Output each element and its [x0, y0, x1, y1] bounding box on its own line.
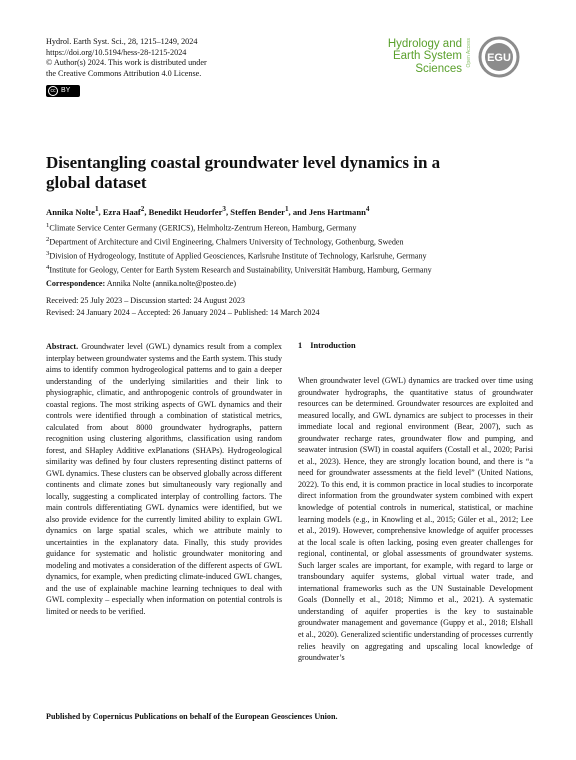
author-affiliation-mark: 4 — [365, 205, 370, 213]
egu-logo-text: EGU — [487, 52, 511, 64]
affiliation-text: Institute for Geology, Center for Earth System Research and Sustainability, Universität Hamburg, Hamburg, Germany — [49, 265, 432, 275]
affiliation-text: Division of Hydrogeology, Institute of Applied Geosciences, Karlsruhe Institute of Technology, Karlsruhe, Germany — [49, 251, 427, 261]
section-title: Introduction — [310, 341, 356, 350]
section-heading — [298, 341, 356, 350]
cc-icon: cc — [48, 86, 58, 96]
egu-logo — [466, 36, 526, 78]
publisher-footer: Published by Copernicus Publications on behalf of the European Geosciences Union. — [46, 712, 338, 721]
citation-line: © Author(s) 2024. This work is distributed under — [46, 58, 207, 68]
affiliation-mark: 4 — [46, 263, 50, 271]
affiliation-mark: 1 — [46, 222, 50, 229]
affiliation-mark: 2 — [46, 235, 50, 243]
author-affiliation-mark: 3 — [222, 205, 226, 213]
author-separator: , — [144, 206, 149, 217]
journal-name — [370, 38, 462, 75]
author-name: Benedikt Heudorfer — [148, 206, 223, 217]
correspondence-email[interactable]: Annika Nolte (annika.nolte@posteo.de) — [106, 279, 237, 288]
journal-name-line: Earth System — [392, 50, 462, 63]
abstract-label: Abstract. — [46, 342, 79, 351]
author-name: Jens Hartmann — [308, 206, 366, 217]
correspondence-label: Correspondence: — [46, 279, 106, 288]
egu-logo-icon — [474, 36, 524, 78]
author-affiliation-mark: 1 — [284, 205, 289, 213]
journal-name-line: Hydrology and — [387, 38, 462, 50]
cc-license-badge[interactable] — [46, 85, 80, 97]
citation-line: Hydrol. Earth Syst. Sci., 28, 1215–1249, 2024 — [46, 37, 198, 46]
citation-line: the Creative Commons Attribution 4.0 License. — [46, 68, 202, 78]
author-name: Steffen Bender — [230, 206, 285, 217]
author-affiliation-mark: 1 — [94, 205, 99, 213]
dates-line: Received: 25 July 2023 – Discussion started: 24 August 2023 — [46, 296, 245, 305]
correspondence — [46, 279, 236, 288]
author-name: Ezra Haaf — [102, 206, 141, 217]
author-list — [46, 205, 536, 217]
doi-link[interactable]: https://doi.org/10.5194/hess-28-1215-2024 — [46, 47, 187, 57]
dates-line: Revised: 24 January 2024 – Accepted: 26 January 2024 – Published: 14 March 2024 — [46, 308, 320, 317]
affiliation-mark: 3 — [46, 249, 50, 257]
open-access-label: Open Access — [466, 38, 472, 68]
publication-dates — [46, 295, 320, 319]
citation-block — [46, 37, 207, 79]
journal-name-line: Sciences — [415, 62, 462, 75]
author-name: Annika Nolte — [46, 206, 95, 217]
author-affiliation-mark: 2 — [140, 205, 145, 213]
abstract-text: Groundwater level (GWL) dynamics result from a complex interplay between groundwater systems and the Earth system. This study aims to identify common hydrogeological patterns and to gain a deeper understanding of the underlying similarities and their link to physiographic, climatic, and anthropogenic controls of groundwater in coastal regions. The most striking aspects of GWL dynamics and their controls were identified through a combination of statistical metrics, calculated from about 8000 groundwater hydrographs, pattern recognition using clustering algorithms, classification using random forest, and SHapley Additive exPlanations (SHAPs). Hydrogeological similarity was defined by four clusters representing distinct patterns of GWL dynamics. These clusters can be observed globally across different continents and climate zones but simultaneously vary regionally and locally, suggesting a complicated interplay of controlling factors. The main controls differentiating GWL dynamics were identified, but we also provide evidence for the currently limited ability to explain GWL dynamics on large spatial scales, which we attribute mainly to uncertainties in the explanatory data. Finally, this study provides guidance for systematic and holistic groundwater monitoring and modeling and motivates a consideration of the different aspects of GWL dynamics, for example, when predicting climate-induced GWL changes, and the use of explainable machine learning techniques to deal with GWL complexity – especially when information on potential controls is limited or needs to be verified. — [46, 342, 282, 616]
affiliation-list — [46, 220, 546, 276]
affiliation-item — [46, 234, 546, 248]
affiliation-text: Climate Service Center Germany (GERICS), Helmholtz-Zentrum Hereon, Hamburg, Germany — [49, 223, 357, 233]
affiliation-text: Department of Architecture and Civil Engineering, Chalmers University of Technology, Gothenburg, Sweden — [49, 237, 404, 247]
introduction-paragraph: When groundwater level (GWL) dynamics are tracked over time using groundwater hydrographs, the quantitative status of groundwater resources can be determined. Groundwater resources are exploited and measured locally, and GWL dynamics are subject to processes in their immediate local and regional environment (Bear, 2007), such as groundwater recharge rates, groundwater flow and pumping, and seawater intrusion (SWI) in coastal aquifers (Costall et al., 2020; Parisi et al., 2023). Hence, they are strongly location bound, and there is “a need for groundwater assessments at the field level” (United Nations, 2022). To this end, it is common practice in local studies to incorporate direct information from the groundwater system combined with expert knowledge of potential controls in numerical, statistical, or machine learning models (e.g., in Knowling et al., 2015; Güler et al., 2012; Lee et al., 2019). However, comprehensive knowledge of aquifer processes at the local scale is often lacking, posing even greater challenges for regional, continental, or global assessments of groundwater systems. Such larger scales are important, for example, with regard to large or transboundary aquifer systems, global virtual water trade, and international frameworks such as the UN Sustainable Development Goals (Donnelly et al., 2018; Nimmo et al., 2021). A systematic understanding of aquifer properties is the key to sustainable groundwater management and governance (Guppy et al., 2018; Elshall et al., 2020). Generalized scientific understanding of processes currently relies heavily on aggregating and upscaling local knowledge of groundwater’s — [298, 376, 533, 663]
paper-title: Disentangling coastal groundwater level dynamics in a global dataset — [46, 153, 441, 192]
abstract — [46, 341, 282, 617]
license-badge-label: BY — [61, 87, 71, 94]
affiliation-item — [46, 220, 546, 234]
author-separator: , — [226, 206, 231, 217]
author-separator: , — [98, 206, 103, 217]
affiliation-item — [46, 262, 546, 276]
affiliation-item — [46, 248, 546, 262]
author-separator: , and — [288, 206, 309, 217]
section-number: 1 — [298, 341, 303, 350]
